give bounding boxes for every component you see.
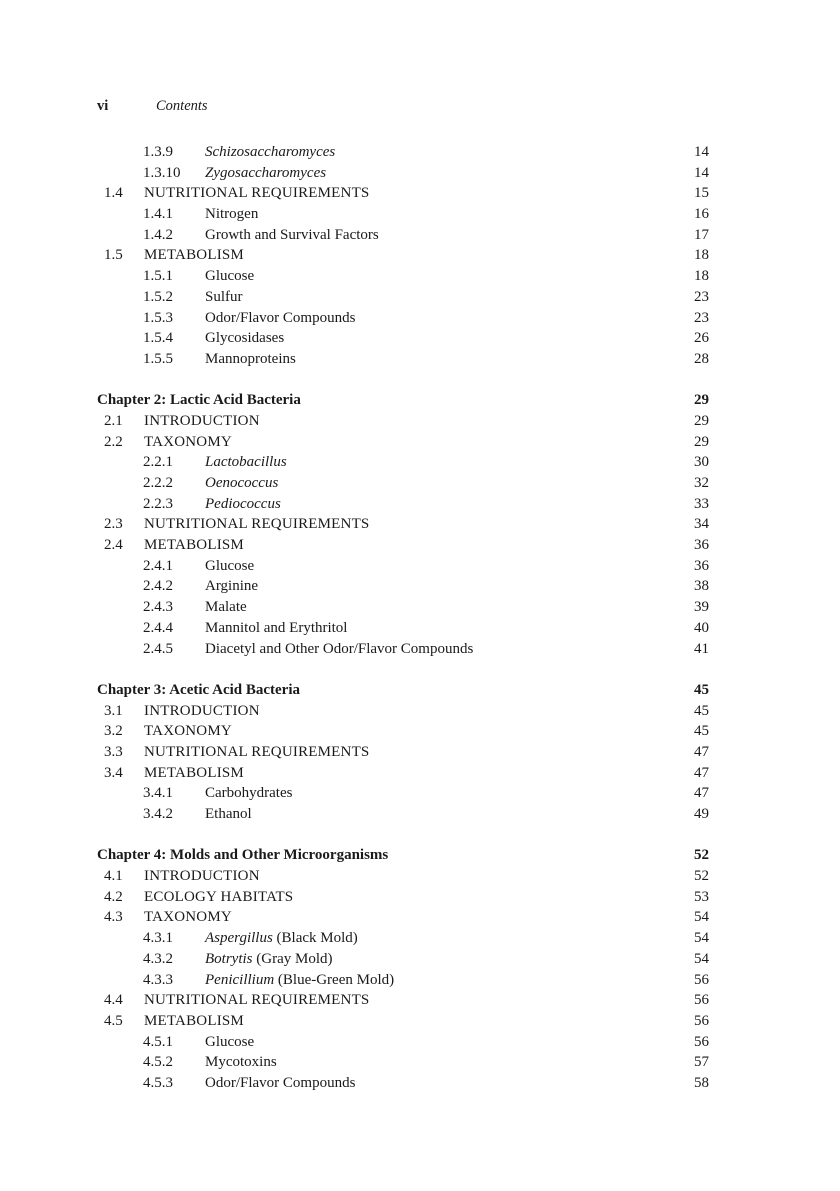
toc-entry-row bbox=[0, 783, 840, 804]
toc-entry-title-rest: (Gray Mold) bbox=[252, 950, 333, 967]
toc-entry-number: 2.2.1 bbox=[143, 454, 173, 471]
toc-entry-number: 2.2.3 bbox=[143, 495, 173, 512]
toc-entry-title: Ethanol bbox=[205, 806, 252, 822]
table-of-contents bbox=[0, 142, 840, 1094]
toc-page-number: 28 bbox=[694, 350, 709, 367]
toc-entry-number: 2.2 bbox=[104, 433, 123, 450]
toc-entry-title: ECOLOGY HABITATS bbox=[144, 888, 294, 905]
toc-entry-row bbox=[0, 618, 840, 639]
toc-page-number: 56 bbox=[694, 1033, 709, 1050]
toc-entry-row bbox=[0, 535, 840, 556]
toc-entry-row bbox=[0, 576, 840, 597]
toc-page-number: 17 bbox=[694, 226, 709, 243]
toc-page-number: 45 bbox=[694, 702, 709, 719]
toc-page-number: 33 bbox=[694, 495, 709, 512]
toc-page-number: 36 bbox=[694, 557, 709, 574]
toc-entry-number: 1.3.9 bbox=[143, 144, 173, 160]
toc-page-number: 30 bbox=[694, 454, 709, 471]
toc-entry-number: 2.2.2 bbox=[143, 475, 173, 491]
toc-entry-number: 3.3 bbox=[104, 743, 123, 760]
toc-entry-number: 2.4.2 bbox=[143, 578, 173, 595]
toc-page-number: 14 bbox=[694, 164, 709, 181]
toc-entry-number: 2.3 bbox=[104, 516, 123, 533]
toc-entry-number: 1.4.2 bbox=[143, 226, 173, 243]
toc-entry-number: 1.5 bbox=[104, 247, 123, 264]
toc-entry-row bbox=[0, 721, 840, 742]
toc-page-number: 47 bbox=[694, 764, 709, 781]
toc-chapter-title: Chapter 3: Acetic Acid Bacteria bbox=[97, 681, 301, 698]
toc-page-number: 29 bbox=[694, 412, 709, 429]
toc-entry-title: Glucose bbox=[205, 1033, 255, 1050]
toc-page-number: 40 bbox=[694, 619, 709, 636]
toc-entry-title: TAXONOMY bbox=[144, 909, 232, 926]
toc-page-number: 45 bbox=[694, 681, 709, 698]
page-number: vi bbox=[97, 98, 109, 114]
toc-entry-italic-term: Pediococcus bbox=[205, 495, 281, 512]
toc-page-number: 18 bbox=[694, 247, 709, 264]
toc-entry-title bbox=[205, 949, 332, 970]
toc-entry-title: Sulfur bbox=[205, 288, 243, 305]
toc-entry-title: NUTRITIONAL REQUIREMENTS bbox=[144, 992, 370, 1009]
toc-entry-row bbox=[0, 556, 840, 577]
toc-entry-row bbox=[0, 494, 840, 515]
toc-entry-italic-term: Aspergillus bbox=[205, 930, 273, 947]
toc-entry-number: 2.4.3 bbox=[143, 599, 173, 616]
toc-page-number: 23 bbox=[694, 288, 709, 305]
toc-chapter-title: Chapter 2: Lactic Acid Bacteria bbox=[97, 392, 301, 409]
toc-entry-italic-term: Oenococcus bbox=[205, 475, 279, 491]
toc-entry-row bbox=[0, 907, 840, 928]
toc-entry-row bbox=[0, 183, 840, 204]
toc-entry-row bbox=[0, 473, 840, 494]
toc-entry-row bbox=[0, 990, 840, 1011]
toc-entry-row bbox=[0, 639, 840, 660]
toc-page-number: 49 bbox=[694, 806, 709, 822]
toc-entry-number: 1.5.3 bbox=[143, 309, 173, 326]
toc-entry-title: METABOLISM bbox=[144, 247, 244, 264]
toc-page-number: 45 bbox=[694, 723, 709, 740]
toc-entry-title: Mycotoxins bbox=[205, 1054, 277, 1071]
toc-entry-title: TAXONOMY bbox=[144, 723, 232, 740]
toc-entry-title bbox=[205, 473, 278, 494]
toc-page-number: 23 bbox=[694, 309, 709, 326]
toc-entry-number: 1.4 bbox=[104, 185, 123, 202]
toc-entry-row bbox=[0, 328, 840, 349]
toc-entry-title bbox=[205, 928, 358, 949]
toc-entry-title bbox=[205, 970, 394, 991]
toc-entry-row bbox=[0, 804, 840, 825]
toc-entry-title: Carbohydrates bbox=[205, 785, 293, 802]
toc-entry-title: INTRODUCTION bbox=[144, 702, 260, 719]
toc-entry-number: 3.4 bbox=[104, 764, 123, 781]
toc-entry-row bbox=[0, 1073, 840, 1094]
toc-entry-number: 4.5.1 bbox=[143, 1033, 173, 1050]
toc-entry-italic-term: Botrytis bbox=[205, 950, 253, 967]
toc-entry-row bbox=[0, 1011, 840, 1032]
toc-entry-number: 4.5.2 bbox=[143, 1054, 173, 1071]
toc-entry-italic-term: Lactobacillus bbox=[205, 454, 287, 471]
toc-entry-row bbox=[0, 349, 840, 370]
toc-entry-italic-term: Schizosaccharomyces bbox=[205, 144, 336, 160]
toc-entry-row bbox=[0, 866, 840, 887]
toc-entry-title: Mannitol and Erythritol bbox=[205, 619, 348, 636]
toc-entry-row bbox=[0, 1052, 840, 1073]
toc-page-number: 58 bbox=[694, 1074, 709, 1091]
toc-entry-title: Diacetyl and Other Odor/Flavor Compounds bbox=[205, 640, 474, 657]
toc-page-number: 15 bbox=[694, 185, 709, 202]
toc-entry-number: 1.5.2 bbox=[143, 288, 173, 305]
toc-page-number: 47 bbox=[694, 785, 709, 802]
toc-entry-title: Mannoproteins bbox=[205, 350, 296, 367]
toc-entry-row bbox=[0, 452, 840, 473]
toc-page-number: 54 bbox=[694, 950, 709, 967]
toc-entry-title bbox=[205, 163, 326, 184]
toc-page-number: 14 bbox=[694, 144, 709, 160]
toc-chapter-row bbox=[0, 390, 840, 411]
toc-entry-title bbox=[205, 494, 281, 515]
toc-entry-number: 4.3 bbox=[104, 909, 123, 926]
toc-entry-number: 4.5 bbox=[104, 1012, 123, 1029]
toc-entry-number: 2.4.4 bbox=[143, 619, 173, 636]
toc-page-number: 52 bbox=[694, 868, 709, 885]
toc-page-number: 56 bbox=[694, 1012, 709, 1029]
toc-entry-number: 4.3.3 bbox=[143, 971, 173, 988]
toc-entry-row bbox=[0, 204, 840, 225]
toc-entry-italic-term: Penicillium bbox=[205, 971, 275, 988]
toc-page-number: 34 bbox=[694, 516, 709, 533]
toc-entry-title: NUTRITIONAL REQUIREMENTS bbox=[144, 185, 370, 202]
toc-entry-title: TAXONOMY bbox=[144, 433, 232, 450]
toc-entry-title: INTRODUCTION bbox=[144, 412, 260, 429]
toc-page-number: 26 bbox=[694, 330, 709, 347]
toc-entry-title: Malate bbox=[205, 599, 247, 616]
toc-entry-number: 3.4.2 bbox=[143, 806, 173, 822]
toc-entry-title: Growth and Survival Factors bbox=[205, 226, 379, 243]
toc-entry-row bbox=[0, 742, 840, 763]
toc-entry-title: METABOLISM bbox=[144, 537, 244, 554]
toc-entry-title: NUTRITIONAL REQUIREMENTS bbox=[144, 516, 370, 533]
toc-entry-number: 1.4.1 bbox=[143, 206, 173, 223]
toc-entry-row bbox=[0, 142, 840, 163]
toc-entry-title-rest: (Black Mold) bbox=[272, 930, 358, 947]
toc-entry-row bbox=[0, 266, 840, 287]
toc-page-number: 47 bbox=[694, 743, 709, 760]
toc-page-number: 16 bbox=[694, 206, 709, 223]
toc-entry-number: 4.4 bbox=[104, 992, 123, 1009]
toc-page-number: 56 bbox=[694, 971, 709, 988]
toc-entry-title-rest: (Blue-Green Mold) bbox=[274, 971, 395, 988]
toc-page-number: 29 bbox=[694, 433, 709, 450]
toc-entry-title: Odor/Flavor Compounds bbox=[205, 309, 356, 326]
toc-entry-row bbox=[0, 701, 840, 722]
toc-entry-row bbox=[0, 225, 840, 246]
toc-entry-title: Arginine bbox=[205, 578, 259, 595]
toc-page-number: 52 bbox=[694, 847, 709, 864]
toc-entry-row bbox=[0, 308, 840, 329]
toc-entry-number: 1.5.5 bbox=[143, 350, 173, 367]
toc-entry-number: 2.1 bbox=[104, 412, 123, 429]
toc-entry-row bbox=[0, 1032, 840, 1053]
toc-entry-number: 3.2 bbox=[104, 723, 123, 740]
running-title: Contents bbox=[156, 98, 208, 114]
toc-entry-number: 2.4.5 bbox=[143, 640, 173, 657]
toc-entry-number: 1.5.1 bbox=[143, 268, 173, 285]
toc-entry-row bbox=[0, 514, 840, 535]
toc-page-number: 41 bbox=[694, 640, 709, 657]
toc-entry-title: NUTRITIONAL REQUIREMENTS bbox=[144, 743, 370, 760]
toc-page-number: 36 bbox=[694, 537, 709, 554]
toc-page-number: 53 bbox=[694, 888, 709, 905]
toc-entry-title bbox=[205, 452, 287, 473]
toc-entry-title: Nitrogen bbox=[205, 206, 259, 223]
toc-entry-row bbox=[0, 245, 840, 266]
toc-chapter-row bbox=[0, 680, 840, 701]
toc-entry-row bbox=[0, 887, 840, 908]
toc-entry-number: 1.5.4 bbox=[143, 330, 173, 347]
toc-entry-number: 2.4.1 bbox=[143, 557, 173, 574]
toc-entry-row bbox=[0, 970, 840, 991]
toc-entry-row bbox=[0, 287, 840, 308]
toc-entry-row bbox=[0, 432, 840, 453]
toc-entry-row bbox=[0, 949, 840, 970]
toc-page-number: 18 bbox=[694, 268, 709, 285]
toc-chapter-title: Chapter 4: Molds and Other Microorganisms bbox=[97, 847, 389, 864]
toc-entry-number: 4.2 bbox=[104, 888, 123, 905]
toc-entry-number: 3.4.1 bbox=[143, 785, 173, 802]
toc-entry-title: Odor/Flavor Compounds bbox=[205, 1074, 356, 1091]
toc-entry-title: Glucose bbox=[205, 557, 255, 574]
toc-entry-italic-term: Zygosaccharomyces bbox=[205, 164, 327, 181]
toc-entry-title: INTRODUCTION bbox=[144, 868, 260, 885]
toc-page-number: 54 bbox=[694, 909, 709, 926]
toc-entry-number: 3.1 bbox=[104, 702, 123, 719]
toc-entry-title: METABOLISM bbox=[144, 1012, 244, 1029]
toc-entry-title: Glucose bbox=[205, 268, 255, 285]
toc-entry-row bbox=[0, 163, 840, 184]
toc-page-number: 54 bbox=[694, 930, 709, 947]
toc-entry-row bbox=[0, 597, 840, 618]
toc-entry-title: METABOLISM bbox=[144, 764, 244, 781]
toc-entry-number: 2.4 bbox=[104, 537, 123, 554]
toc-entry-row bbox=[0, 763, 840, 784]
toc-page-number: 29 bbox=[694, 392, 709, 409]
toc-page-number: 56 bbox=[694, 992, 709, 1009]
toc-page-number: 57 bbox=[694, 1054, 709, 1071]
toc-entry-row bbox=[0, 928, 840, 949]
toc-entry-number: 4.3.1 bbox=[143, 930, 173, 947]
toc-page-number: 32 bbox=[694, 475, 709, 491]
toc-entry-number: 1.3.10 bbox=[143, 164, 181, 181]
toc-entry-number: 4.1 bbox=[104, 868, 123, 885]
toc-entry-title: Glycosidases bbox=[205, 330, 285, 347]
toc-entry-number: 4.5.3 bbox=[143, 1074, 173, 1091]
toc-chapter-row bbox=[0, 845, 840, 866]
toc-page-number: 38 bbox=[694, 578, 709, 595]
toc-entry-title bbox=[205, 142, 335, 163]
toc-entry-number: 4.3.2 bbox=[143, 950, 173, 967]
toc-entry-row bbox=[0, 411, 840, 432]
toc-page-number: 39 bbox=[694, 599, 709, 616]
